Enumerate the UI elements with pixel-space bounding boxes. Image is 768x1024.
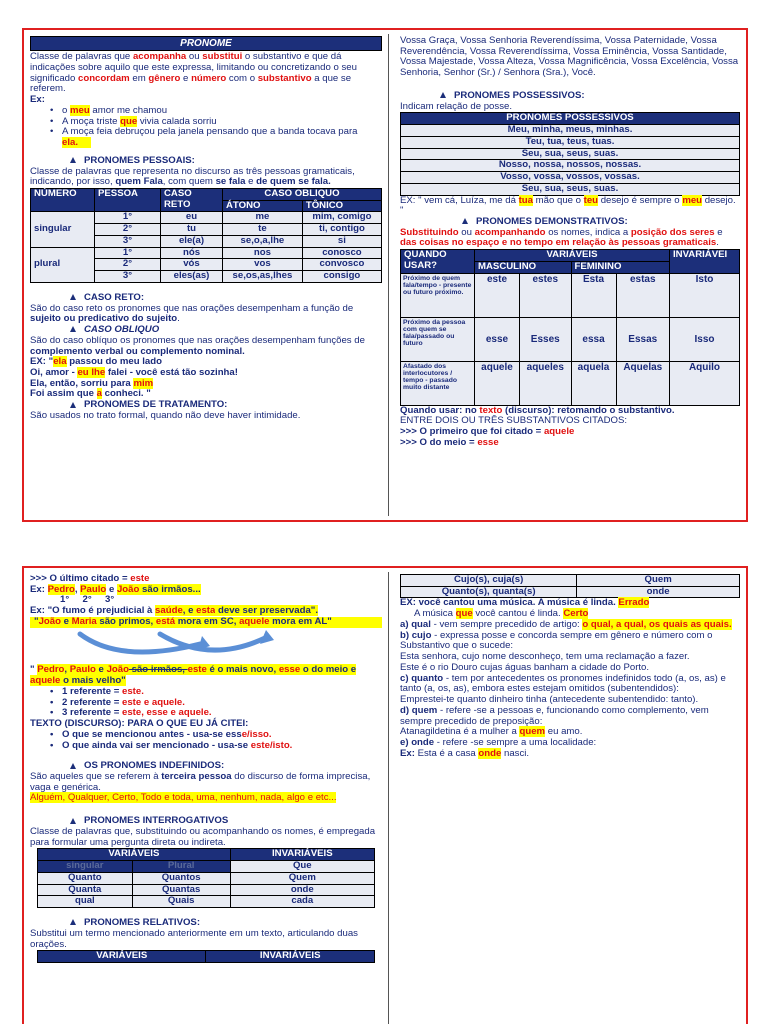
table-header: INVARIÁVEIS xyxy=(206,951,374,963)
reference-arrows-icon xyxy=(60,630,280,662)
entre-text: ENTRE DOIS OU TRÊS SUBSTANTIVOS CITADOS: xyxy=(400,415,628,427)
arrow-up-icon xyxy=(70,326,76,332)
list-item: • A moça feia debruçou pela janela pensando que a banda tocava para ela. xyxy=(50,127,382,148)
table-row: Seu, sua, seus, suas. xyxy=(401,148,740,160)
section-heading-possessivos: PRONOMES POSSESSIVOS: xyxy=(400,91,740,102)
ordinal-row: 1° 2° 3° xyxy=(60,594,115,606)
list-item: • o meu amor me chamou xyxy=(50,106,382,117)
pronomes-pessoais-table xyxy=(30,188,382,283)
referentes-list xyxy=(50,687,382,719)
section-heading-tratamento: PRONOMES DE TRATAMENTO: xyxy=(30,400,382,411)
example-list xyxy=(50,106,382,149)
indefinidos-list: Alguém, Qualquer, Certo, Todo e toda, uma, nenhum, nada, algo e etc... xyxy=(30,792,337,804)
right-column-2 xyxy=(400,574,740,1024)
arrow-up-icon xyxy=(70,294,76,300)
pronomes-relativos-table xyxy=(37,950,375,963)
pessoais-description: Classe de palavras que representa no discurso as três pessoas gramaticais, indicando, por isso, quem Fala, com quem se fala e de quem se fala. xyxy=(30,165,355,188)
pronome-title: PRONOME xyxy=(30,36,382,51)
quem-example: Atanagildetina é a mulher a quem eu amo. xyxy=(400,726,583,738)
caso-reto-description: São do caso reto os pronomes que nas orações desempenham a função de sujeito ou predicativo do sujeito. xyxy=(30,302,354,325)
arrow-up-icon xyxy=(70,818,76,824)
list-item: • O que se mencionou antes - usa-se esse/isso. xyxy=(50,730,382,741)
texto-title: TEXTO (DISCURSO): PARA O QUE EU JÁ CITEI: xyxy=(30,718,249,730)
table-header: TÔNICO xyxy=(302,200,381,212)
possessivos-description: Indicam relação de posse. xyxy=(400,100,512,112)
cujo-example: Esta senhora, cujo nome desconheço, tem uma reclamação a fazer. xyxy=(400,651,690,663)
table-row: 2° tu te ti, contigo xyxy=(31,224,382,236)
cujo-example: Este é o rio Douro cujas águas banham a cidade do Porto. xyxy=(400,661,650,673)
table-row: plural 1° nós nos conosco xyxy=(31,247,382,259)
left-column-2 xyxy=(30,574,382,1024)
example-line: "João e Maria são primos, está mora em SC, aquele mora em AL" xyxy=(30,617,382,628)
tratamento-description: São usados no trato formal, quando não deve haver intimidade. xyxy=(30,409,301,421)
quando-usar-text: Quando usar: no texto (discurso): retomando o substantivo. xyxy=(400,404,675,416)
list-item: • 2 referente = este e aquele. xyxy=(50,698,382,709)
table-header: INVARIÁVEIS xyxy=(230,849,374,861)
list-item: • 3 referente = este, esse e aquele. xyxy=(50,708,382,719)
table-row: Vosso, vossa, vossos, vossas. xyxy=(401,172,740,184)
table-header: INVARIÁVEI xyxy=(670,250,740,273)
table-row: Teu, tua, teus, tuas. xyxy=(401,136,740,148)
table-row: Nosso, nossa, nossos, nossas. xyxy=(401,160,740,172)
onde-example: Ex: Esta é a casa onde nasci. xyxy=(400,747,530,759)
table-header: FEMININO xyxy=(571,261,669,273)
quanto-example: Emprestei-te quanto dinheiro tinha (antecedente subentendido: tanto). xyxy=(400,694,699,706)
obliquo-example-line: Ela, então, sorriu para mim xyxy=(30,377,154,389)
table-row: Próximo da pessoa com quem se fala/passado ou futuro esse Esses essa Essas Isso xyxy=(401,317,740,361)
page-section-2 xyxy=(22,566,748,1024)
section-heading-caso-reto: CASO RETO: xyxy=(30,293,382,304)
list-item: • A moça triste que vivia calada sorriu xyxy=(50,117,382,128)
indefinidos-description: São aqueles que se referem à terceira pessoa do discurso de forma imprecisa, vaga e genérica. xyxy=(30,771,371,793)
table-header: VARIÁVEIS xyxy=(38,849,231,861)
quanto-text: c) quanto - tem por antecedentes os pronomes indefinidos todo (a, os, as) e tanto (a, os, as), embora estes estejam omitidos (subentendidos): xyxy=(400,672,726,695)
column-divider xyxy=(388,572,389,1024)
arrow-up-icon xyxy=(70,402,76,408)
section-heading-relativos: PRONOMES RELATIVOS: xyxy=(30,918,382,929)
list-item: • O que ainda vai ser mencionado - usa-se este/isto. xyxy=(50,741,382,752)
left-column-1 xyxy=(30,36,382,516)
table-row: 3° ele(a) se,o,a,lhe si xyxy=(31,235,382,247)
right-column-1 xyxy=(400,36,740,516)
table-row: 3° eles(as) se,os,as,lhes consigo xyxy=(31,271,382,283)
obliquo-example-line: EX: "ela passou do meu lado xyxy=(30,356,162,368)
obliquo-example-line: Foi assim que a conheci. " xyxy=(30,388,151,400)
table-header: PESSOA xyxy=(95,189,161,212)
table-row: Quanto Quantos Quem xyxy=(38,872,375,884)
ultimo-text: >>> O último citado = este xyxy=(30,574,150,584)
section-heading-indefinidos: OS PRONOMES INDEFINIDOS: xyxy=(30,761,382,772)
table-header: CASO OBLIQUO xyxy=(223,189,382,201)
table-row: singular Plural Que xyxy=(38,861,375,873)
relativos-example: A música que você cantou é linda. Certo xyxy=(414,608,589,620)
table-row: Próximo de quem fala/tempo - presente ou futuro próximo. este estes Esta estas Isto xyxy=(401,273,740,317)
relativos-example: EX: você cantou uma música. A música é linda. Errado xyxy=(400,597,650,609)
pronomes-possessivos-table xyxy=(400,112,740,195)
obliquo-example-line: Oi, amor - eu lhe falei - você está tão sozinha! xyxy=(30,367,238,379)
onde-text: e) onde - refere -se sempre a uma localidade: xyxy=(400,737,597,749)
example-label: Ex: xyxy=(30,94,45,106)
cujo-text: b) cujo - expressa posse e concorda sempre em gênero e número com o Substantivo que o sucede: xyxy=(400,629,713,652)
texto-list xyxy=(50,730,382,751)
interrogativos-description: Classe de palavras que, substituindo ou acompanhando os nomes, é empregada para formular uma pergunta direta ou indireta. xyxy=(30,825,376,848)
example-line: Ex: "O fumo é prejudicial à saúde, e esta deve ser preservada". xyxy=(30,605,319,617)
table-row: Seu, sua, seus, suas. xyxy=(401,183,740,195)
page-section-1 xyxy=(22,28,748,522)
table-row: Afastado dos interlocutores / tempo - passado muito distante aquele aqueles aquela Aquelas Aquilo xyxy=(401,361,740,405)
section-heading-caso-obliquo: CASO OBLIQUO xyxy=(30,325,382,336)
section-heading-interrogativos: PRONOMES INTERROGATIVOS xyxy=(30,816,382,827)
arrow-up-icon xyxy=(70,763,76,769)
pronomes-interrogativos-table xyxy=(37,848,375,908)
section-heading-demonstrativos: PRONOMES DEMONSTRATIVOS: xyxy=(400,217,740,228)
primeiro-text: >>> O primeiro que foi citado = aquele xyxy=(400,426,575,438)
relativos-description: Substitui um termo mencionado anteriormente em um texto, articulando duas orações. xyxy=(30,927,358,950)
arrow-up-icon xyxy=(70,157,76,163)
table-row: PRONOMES POSSESSIVOS xyxy=(401,113,740,125)
possessivos-example: EX: " vem cá, Luíza, me dá tua mão que o teu desejo é sempre o meu desejo. " xyxy=(400,194,736,217)
list-item: • 1 referente = este. xyxy=(50,687,382,698)
tratamento-list: Vossa Graça, Vossa Senhoria Reverendíssima, Vossa Paternidade, Vossa Reverendência, Vossa Reverendíssima, Vossa Eminência, Vossa Santidade, Vossa Majestade, Vossa Alteza, Vossa Magnificência, Vossa Excelência, Vossa Senhoria, Senhor (Sr.) / Senhora (Sra.), Você. xyxy=(400,36,739,79)
table-row: Cujo(s), cuja(s) Quem xyxy=(401,575,740,587)
table-row: 2° vós vos convosco xyxy=(31,259,382,271)
example-line: Ex: Pedro, Paulo e João são irmãos... xyxy=(30,583,201,595)
table-header: VARIÁVEIS xyxy=(38,951,206,963)
arrow-up-icon xyxy=(440,92,446,98)
table-row: singular 1° eu me mim, comigo xyxy=(31,212,382,224)
arrow-up-icon xyxy=(462,218,468,224)
table-header: VARIÁVEIS xyxy=(475,250,670,262)
table-header: ÁTONO xyxy=(223,200,303,212)
meio-text: >>> O do meio = esse xyxy=(400,436,499,448)
qual-text: a) qual - vem sempre precedido de artigo: o qual, a qual, os quais as quais. xyxy=(400,618,732,630)
demonstrativos-description: Substituindo ou acompanhando os nomes, indica a posição dos seres e das coisas no espaço e no tempo em relação às pessoas gramaticais. xyxy=(400,226,723,249)
table-row: Quanta Quantas onde xyxy=(38,884,375,896)
table-header: CASO RETO xyxy=(161,189,223,212)
table-row: Quanto(s), quanta(s) onde xyxy=(401,586,740,598)
table-header: QUANDO USAR? xyxy=(401,250,475,273)
table-header: MASCULINO xyxy=(475,261,572,273)
table-header: NÚMERO xyxy=(31,189,95,212)
quem-text: d) quem - refere -se a pessoas e, funcionando como complemento, vem sempre precedido de preposição: xyxy=(400,704,709,727)
arrow-up-icon xyxy=(70,919,76,925)
column-divider xyxy=(388,34,389,516)
table-row: Meu, minha, meus, minhas. xyxy=(401,125,740,137)
pronome-intro: Classe de palavras que acompanha ou substitui o substantivo e que dá indicações sobre aquilo que este expressa, limitando ou concretizando o seu significado concordam em gênero e número com o substantivo a que se referem. xyxy=(30,51,357,95)
pronomes-relativos-table-continued xyxy=(400,574,740,598)
table-row: qual Quais cada xyxy=(38,896,375,908)
section-heading-pessoais: PRONOMES PESSOAIS: xyxy=(30,156,382,167)
caso-obliquo-description: São do caso oblíquo os pronomes que nas orações desempenham funções de complemento verbal ou complemento nominal. xyxy=(30,334,365,357)
pronomes-demonstrativos-table xyxy=(400,249,740,405)
example-line: " Pedro, Paulo e João são irmãos, este é o mais novo, esse o do meio e aquele o mais velho" xyxy=(30,664,357,687)
